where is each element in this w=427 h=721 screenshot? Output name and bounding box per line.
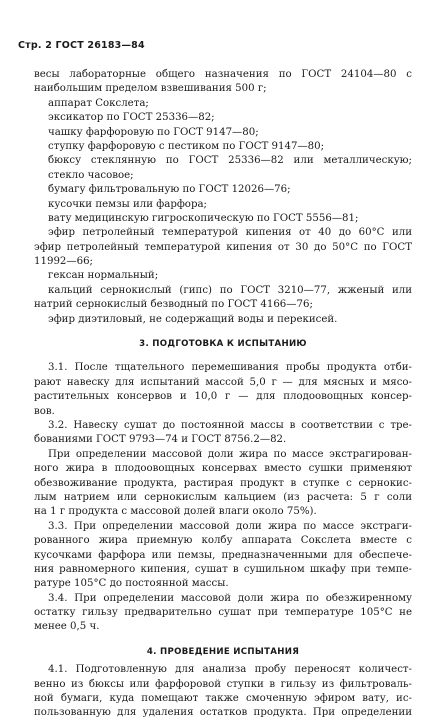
section-4-text xyxy=(34,663,412,721)
text-line: натрий сернокислый безводный по ГОСТ 4166—76; xyxy=(34,299,313,311)
document-body xyxy=(34,68,412,721)
text-line: бованиями ГОСТ 9793—74 и ГОСТ 8756.2—82. xyxy=(34,434,287,446)
text-line: рованного жира приемную колбу аппарата Сокслета вместе с xyxy=(34,535,412,547)
text-line: 3.1. После тщательного перемешивания пробы продукта отби- xyxy=(48,362,412,374)
text-line: ратуре 105°С до постоянной массы. xyxy=(34,578,229,590)
text-line: лым натрием или сернокислым кальцием (из расчета: 5 г соли xyxy=(34,491,412,503)
text-line: венно из бюксы или фарфоровой ступки в гильзу из фильтроваль- xyxy=(34,678,412,690)
equipment-list xyxy=(34,68,412,327)
text-line: эфир петролейный температурой кипения от 40 до 60°С или xyxy=(48,227,412,239)
text-line: эксикатор по ГОСТ 25336—82; xyxy=(48,112,215,124)
text-line: на 1 г продукта с массовой долей влаги около 75%). xyxy=(34,506,317,518)
text-line: пользованную для удаления остатков продукта. При определении xyxy=(34,707,412,719)
text-line: эфир петролейный температурой кипения от 30 до 50°С по ГОСТ xyxy=(34,241,412,253)
text-line: менее 0,5 ч. xyxy=(34,621,100,633)
section-heading: 3. ПОДГОТОВКА К ИСПЫТАНИЮ xyxy=(139,339,307,350)
section-heading: 4. ПРОВЕДЕНИЕ ИСПЫТАНИЯ xyxy=(146,646,300,657)
text-line: 3.4. При определении массовой доли жира по обезжиренному xyxy=(48,592,412,604)
text-line: 3.2. Навеску сушат до постоянной массы в соответствии с тре- xyxy=(48,419,412,431)
text-line: 3.3. При определении массовой доли жира по массе экстраги- xyxy=(48,520,412,532)
text-line: растительных консервов и 10,0 г — для плодоовощных консер- xyxy=(34,391,412,403)
text-line: эфир диэтиловый, не содержащий воды и перекисей. xyxy=(48,313,338,325)
page-header: Стр. 2 ГОСТ 26183—84 xyxy=(18,40,145,51)
text-line: ступку фарфоровую с пестиком по ГОСТ 9147—80; xyxy=(48,140,325,152)
text-line: бюксу стеклянную по ГОСТ 25336—82 или металлическую; xyxy=(48,155,412,167)
text-line: 11992—66; xyxy=(34,256,93,268)
text-line: кусочки пемзы или фарфора; xyxy=(48,198,207,210)
text-line: обезвоживание продукта, растирая продукт в ступке с сернокис- xyxy=(34,477,412,489)
text-line: кальций сернокислый (гипс) по ГОСТ 3210—77, жженый или xyxy=(48,284,412,296)
text-line: При определении массовой доли жира по массе экстрагирован- xyxy=(48,448,412,460)
text-line: гексан нормальный; xyxy=(48,270,159,282)
section-3-text xyxy=(34,361,412,634)
text-line: вату медицинскую гигроскопическую по ГОСТ 5556—81; xyxy=(48,212,359,224)
text-line: чашку фарфоровую по ГОСТ 9147—80; xyxy=(48,126,259,138)
text-line: ного жира в плодоовощных консервах вместо сушки применяют xyxy=(34,463,412,475)
text-line: рают навеску для испытаний массой 5,0 г — для мясных и мясо- xyxy=(34,376,412,388)
text-line: ния равномерного кипения, сушат в сушильном шкафу при темпе- xyxy=(34,563,412,575)
text-line: бумагу фильтровальную по ГОСТ 12026—76; xyxy=(48,184,291,196)
text-line: остатку гильзу предварительно сушат при температуре 105°С не xyxy=(34,607,412,619)
text-line: весы лабораторные общего назначения по ГОСТ 24104—80 с xyxy=(34,69,412,80)
text-line: вов. xyxy=(34,405,55,417)
text-line: наибольшим пределом взвешивания 500 г; xyxy=(34,83,267,95)
text-line: ной бумаги, куда помещают также смоченную эфиром вату, ис- xyxy=(34,693,412,705)
text-line: стекло часовое; xyxy=(48,169,134,181)
text-line: кусочками фарфора или пемзы, предназначенными для обеспече- xyxy=(34,549,412,561)
text-line: аппарат Сокслета; xyxy=(48,97,149,109)
text-line: 4.1. Подготовленную для анализа пробу переносят количест- xyxy=(48,664,412,676)
